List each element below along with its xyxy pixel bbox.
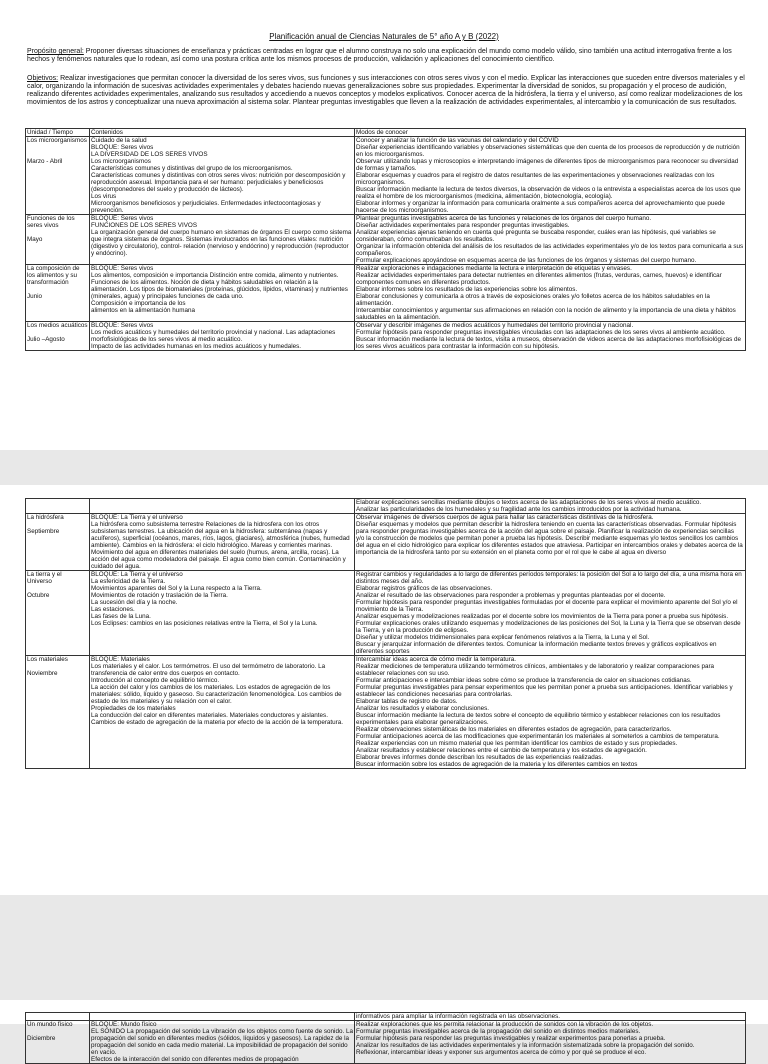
table-row [26,499,746,514]
table-row [26,265,746,322]
modes-cell: Observar imágenes de diversos cuerpos de agua para hallar las características distintivas de la hidrosfera. Diseñar esquemas y modelos que permitan describir la hidrosfera teniendo en cuenta las características observadas. Formular hipótesis para responder preguntas investigables acerca de la acción del agua sobre el paisaje. Planificar la realización de experiencias sencillas y/o la construcción de modelos que permitan poner a prueba las hipótesis. Describir mediante esquemas y/o textos sencillos los cambios del agua en el ciclo hidrológico para explicar los diferentes estados que atraviesa. Participar en intercambios orales y debates acerca de la importancia de la hidrosfera tanto por su extensión en el planeta como por el rol que le cabe al agua en diverso [355,514,746,571]
page-2 [0,485,768,895]
modes-cell: Conocer y analizar la función de las vacunas del calendario y del COVID Diseñar experiencias identificando variables y observaciones sistemáticas que den cuenta de los procesos de reproducción y de nutrición en los microorganismos. Observar utilizando lupas y microscopios e interpretando imágenes de diferentes tipos de microorganismos para reconocer su diversidad de formas y tamaños. Elaborar esquemas y cuadros para el registro de datos resultantes de las experimentaciones y observaciones realizadas con los microorganismos. Buscar información mediante la lectura de textos diversos, la observación de videos o la entrevista a especialistas acerca de los usos que realiza el hombre de los microorganismos (medicina, alimentación, biotecnología, ecología). Elaborar informes y organizar la información para comunicarla oralmente a sus compañeros acerca del aprovechamiento que puede hacerse de los microorganismos. [355,137,746,215]
header-contenidos: Contenidos [90,129,355,137]
modes-cell: Elaborar explicaciones sencillas mediante dibujos o textos acerca de las adaptaciones de los seres vivos al medio acuático. Analizar las particularidades de los humedales y su fragilidad ante los cambios introducidos por la actividad humana. [355,499,746,514]
content-cell [90,1013,355,1021]
content-cell: BLOQUE: Seres vivos Los medios acuáticos y humedales del territorio provincial y nacional. Las adaptaciones morfofisiológicas de los seres vivos al medio acuático. Impacto de las actividades humanas en los medios acuáticos y humedales. [90,322,355,351]
table-row [26,215,746,265]
table-row [26,571,746,656]
content-cell: BLOQUE: La Tierra y el universo La esfericidad de la Tierra. Movimientos aparentes del Sol y la Luna respecto a la Tierra. Movimientos de rotación y traslación de la Tierra. La sucesión del día y la noche. Las estaciones. Las fases de la Luna. Los Eclipses: cambios en las posiciones relativas entre la Tierra, el Sol y la Luna. [90,571,355,656]
content-cell: BLOQUE: Mundo físico EL SONIDO La propagación del sonido La vibración de los objetos como fuente de sonido. La propagación del sonido en diferentes medios (sólidos, líquidos y gaseosos). La rapidez de la propagación del sonido en cada medio material. La imposibilidad de propagación del sonido en vacío. Efectos de la interacción del sonido con diferentes medios de propagación [91,1021,353,1063]
proposito-label: Propósito general: [27,48,84,55]
header-modos: Modos de conocer [355,129,746,137]
table-row [26,656,746,769]
content-cell: BLOQUE: Seres vivos Los alimentos, composición e importancia Distinción entre comida, alimento y nutrientes. Funciones de los alimentos. Noción de dieta y hábitos saludables en relación a la alimentación. Los tipos de biomateriales (proteínas, glúcidos, lípidos, vitaminas) y nutrientes (minerales, agua) y principales funciones de cada uno. Composición e importancia de los alimentos en la alimentación humana [90,265,355,322]
unit-cell [26,1013,90,1021]
unit-cell: Funciones de los seres vivos Mayo [26,215,90,265]
unit-cell: Los microorganismos Marzo - Abril [26,137,90,215]
modes-cell: Intercambiar ideas acerca de cómo medir la temperatura. Realizar mediciones de temperatura utilizando termómetros clínicos, ambientales y de laboratorio y realizar comparaciones para establecer relaciones con su uso. Formular anticipaciones e intercambiar ideas sobre cómo se produce la transferencia de calor en situaciones cotidianas. Formular preguntas investigables para pensar experimentos que les permitan poner a prueba sus anticipaciones. Identificar variables y establecer las condiciones necesarias para controlarlas. Elaborar tablas de registro de datos. Analizar los resultados y elaborar conclusiones. Buscar información mediante la lectura de textos sobre el concepto de equilibrio térmico y establecer relaciones con los resultados experimentales para elaborar generalizaciones. Realizar observaciones sistemáticas de los materiales en diferentes estados de agregación, para caracterizarlos. Formular anticipaciones acerca de las modificaciones que experimentarán los materiales al someterlos a cambios de temperatura. Realizar experiencias con un mismo material que les permitan identificar los cambios de estado y sus propiedades. Analizar resultados y establecer relaciones entre el cambio de temperatura y los estados de agregación. Elaborar breves informes donde describan los resultados de las experiencias realizadas. Buscar información sobre los estados de agregación de la materia y los diferentes cambios en textos [355,656,746,769]
table-row [26,1021,746,1064]
unit-cell: La hidrósfera Septiembre [26,514,90,571]
modes-cell: Realizar exploraciones que les permita relacionar la producción de sonidos con la vibración de los objetos. Formular preguntas investigables acerca de la propagación del sonido en distintos medios materiales. Formular hipótesis para responder las preguntas investigables y realizar experimentos para ponerlas a prueba. Analizar los resultados de las actividades experimentales y la información sistematizada sobre la propagación del sonido. Reflexionar, intercambiar ideas y exponer sus argumentos acerca de cómo y por qué se produce el eco. [355,1021,746,1064]
table-row [26,1013,746,1021]
modes-cell: Registrar cambios y regularidades a lo largo de diferentes períodos temporales: la posición del Sol a lo largo del día, a una misma hora en distintos meses del año. Elaborar registros gráficos de las observaciones. Analizar el resultado de las observaciones para responder a problemas y preguntas planteadas por el docente. Formular hipótesis para responder preguntas investigables formuladas por el docente para explicar el movimiento aparente del Sol y/o el movimiento de la Tierra. Analizar esquemas y modelizaciones realizadas por el docente sobre los movimientos de la Tierra para poner a prueba sus hipótesis. Formular explicaciones orales utilizando esquemas y modelizaciones de las posiciones del Sol, la Luna y la Tierra que se observan desde la Tierra, y en la producción de eclipses. Diseñar y utilizar modelos tridimensionales para explicar fenómenos relativos a la Tierra, la Luna y el Sol. Buscar y jerarquizar información de diferentes textos. Comunicar la información mediante textos breves y gráficos explicativos en diferentes soportes [355,571,746,656]
modes-cell: Plantear preguntas investigables acerca de las funciones y relaciones de los órganos del cuerpo humano. Diseñar actividades experimentales para responder preguntas investigables. Analizar experiencias ajenas teniendo en cuenta qué pregunta se buscaba responder, cuáles eran las hipótesis, qué variables se consideraban, cómo comunicaban los resultados. Organizar la información obtenida del análisis de los resultados de las actividades experimentales y/o de los textos para comunicarla a sus compañeros. Formular explicaciones apoyándose en esquemas acerca de las funciones de los órganos y sistemas del cuerpo humano. [355,215,746,265]
modes-cell: Realizar exploraciones e indagaciones mediante la lectura e interpretación de etiquetas y envases. Realizar actividades experimentales para detectar nutrientes en diferentes alimentos (frutas, verduras, carnes, huevos) e identificar componentes comunes en diferentes productos. Elaborar informes sobre los resultados de las experiencias sobre los alimentos. Elaborar conclusiones y comunicarla a otros a través de exposiciones orales y/o folletos acerca de los hábitos saludables en la alimentación. Intercambiar conocimientos y argumentar sus afirmaciones en relación con la noción de alimento y la importancia de una dieta y hábitos saludables en la alimentación. [355,265,746,322]
page-1 [0,0,768,450]
table-row [26,322,746,351]
header-unidad: Unidad / Tiempo [26,129,90,137]
content-cell: BLOQUE: La Tierra y el universo La hidrósfera como subsistema terrestre Relaciones de la hidrosfera con los otros subsistemas terrestres. La ubicación del agua en la hidrosfera: subterránea (napas y acuíferos), superficial (océanos, mares, ríos, lagos, glaciares), atmosférica (nubes, humedad ambiente). Cambios en la hidrósfera: el ciclo hidrológico. Mareas y corrientes marinas. Movimiento del agua en diferentes materiales del suelo (humus, arena, arcilla, rocas). La acción del agua como modeladora del paisaje. El agua como bien común. Contaminación y cuidado del agua. [90,514,355,571]
table-row [26,514,746,571]
document-title: Planificación anual de Ciencias Naturales de 5° año A y B (2022) [269,32,499,41]
plan-table-1 [25,128,746,351]
content-cell: BLOQUE: Materiales Los materiales y el calor. Los termómetros. El uso del termómetro de laboratorio. La transferencia de calor entre dos cuerpos en contacto. Introducción al concepto de equilibrio térmico. La acción del calor y los cambios de los materiales. Los estados de agregación de los materiales: sólido, líquido y gaseoso. Su caracterización fenomenológica. Los cambios de estado de los materiales y su relación con el calor. Propiedades de los materiales La conducción del calor en diferentes materiales. Materiales conductores y aislantes. Cambios de estado de agregación de la materia por efecto de la acción de la temperatura. [90,656,355,769]
modes-cell: Observar y describir imágenes de medios acuáticos y humedales del territorio provincial y nacional. Formular hipótesis para responder preguntas investigables vinculadas con las adaptaciones de los seres vivos al ambiente acuático. Buscar información mediante la lectura de textos, visita a museos, observación de videos acerca de las adaptaciones morfofisiológicas de los seres vivos acuáticos para contrastar la información con su hipótesis. [355,322,746,351]
unit-cell: Los medios acuáticos Julio –Agosto [26,322,90,351]
modes-cell: informativos para ampliar la información registrada en las observaciones. [355,1013,746,1021]
proposito-text: Proponer diversas situaciones de enseñanza y prácticas centradas en lograr que el alumno construya no solo una explicación del mundo como modelo válido, sino también una actitud interrogativa frente a los hechos y fenómenos naturales que lo rodean, así como una postura crítica ante los mismos procesos de producción, validación y aplicaciones del conocimiento científico. [27,48,732,63]
unit-cell: La composición de los alimentos y su transformación Junio [26,265,90,322]
content-cell: Cuidado de la salud BLOQUE: Seres vivos LA DIVERSIDAD DE LOS SERES VIVOS Los microorganismos Características comunes y distintivas del grupo de los microorganismos. Características comunes y distintivas con otros seres vivos: nutrición por descomposición y reproducción asexual. Importancia para el ser humano: perjudiciales y beneficiosos (descomponedores del suelo y producción de lácteos). Los virus Microorganismos beneficiosos y perjudiciales. Enfermedades infectocontagiosas y prevención. [90,137,355,215]
objetivos-paragraph [27,75,745,107]
table-header-row [26,129,746,137]
page-3 [0,1000,768,1063]
unit-cell: Un mundo físico Diciembre [26,1021,90,1064]
unit-cell: La tierra y el Universo Octubre [26,571,90,656]
proposito-paragraph [27,48,745,64]
content-cell [90,499,355,514]
content-cell: BLOQUE: Seres vivos FUNCIONES DE LOS SERES VIVOS La organización general del cuerpo humano en sistemas de órganos El cuerpo como sistema que integra sistemas de órganos. Sistemas involucrados en las funciones vitales: nutrición (digestivo y circulatorio), control- relación (nervioso y endócrino) y reproducción (reproductor y endócrino). [90,215,355,265]
objetivos-label: Objetivos: [27,75,59,82]
table-row [26,137,746,215]
plan-table-3 [25,1012,746,1064]
objetivos-text: Realizar investigaciones que permitan conocer la diversidad de los seres vivos, sus funciones y sus interacciones con otros seres vivos y con el medio. Explicar las interacciones que suceden entre diversos materiales y el calor, organizando la información de sucesivas actividades experimentales y debates haciendo nuevas generalizaciones sobre sus propiedades. Experimentar la diversidad de sonidos, su propagación y el proceso de audición, realizando diferentes actividades experimentales, analizando sus resultados y accediendo a nuevos conceptos y modelos explicativos. Conocer acerca de la hidrósfera, la tierra y el universo, así como realizar modelizaciones de los movimientos de los astros y conceptualizar una nueva aproximación al sistema solar. Plantear preguntas investigables que lleven a la realización de actividades experimentales, al intercambio y la comunicación de sus resultados. [27,75,745,106]
unit-cell [26,499,90,514]
plan-table-2 [25,498,746,769]
unit-cell: Los materiales Noviembre [26,656,90,769]
